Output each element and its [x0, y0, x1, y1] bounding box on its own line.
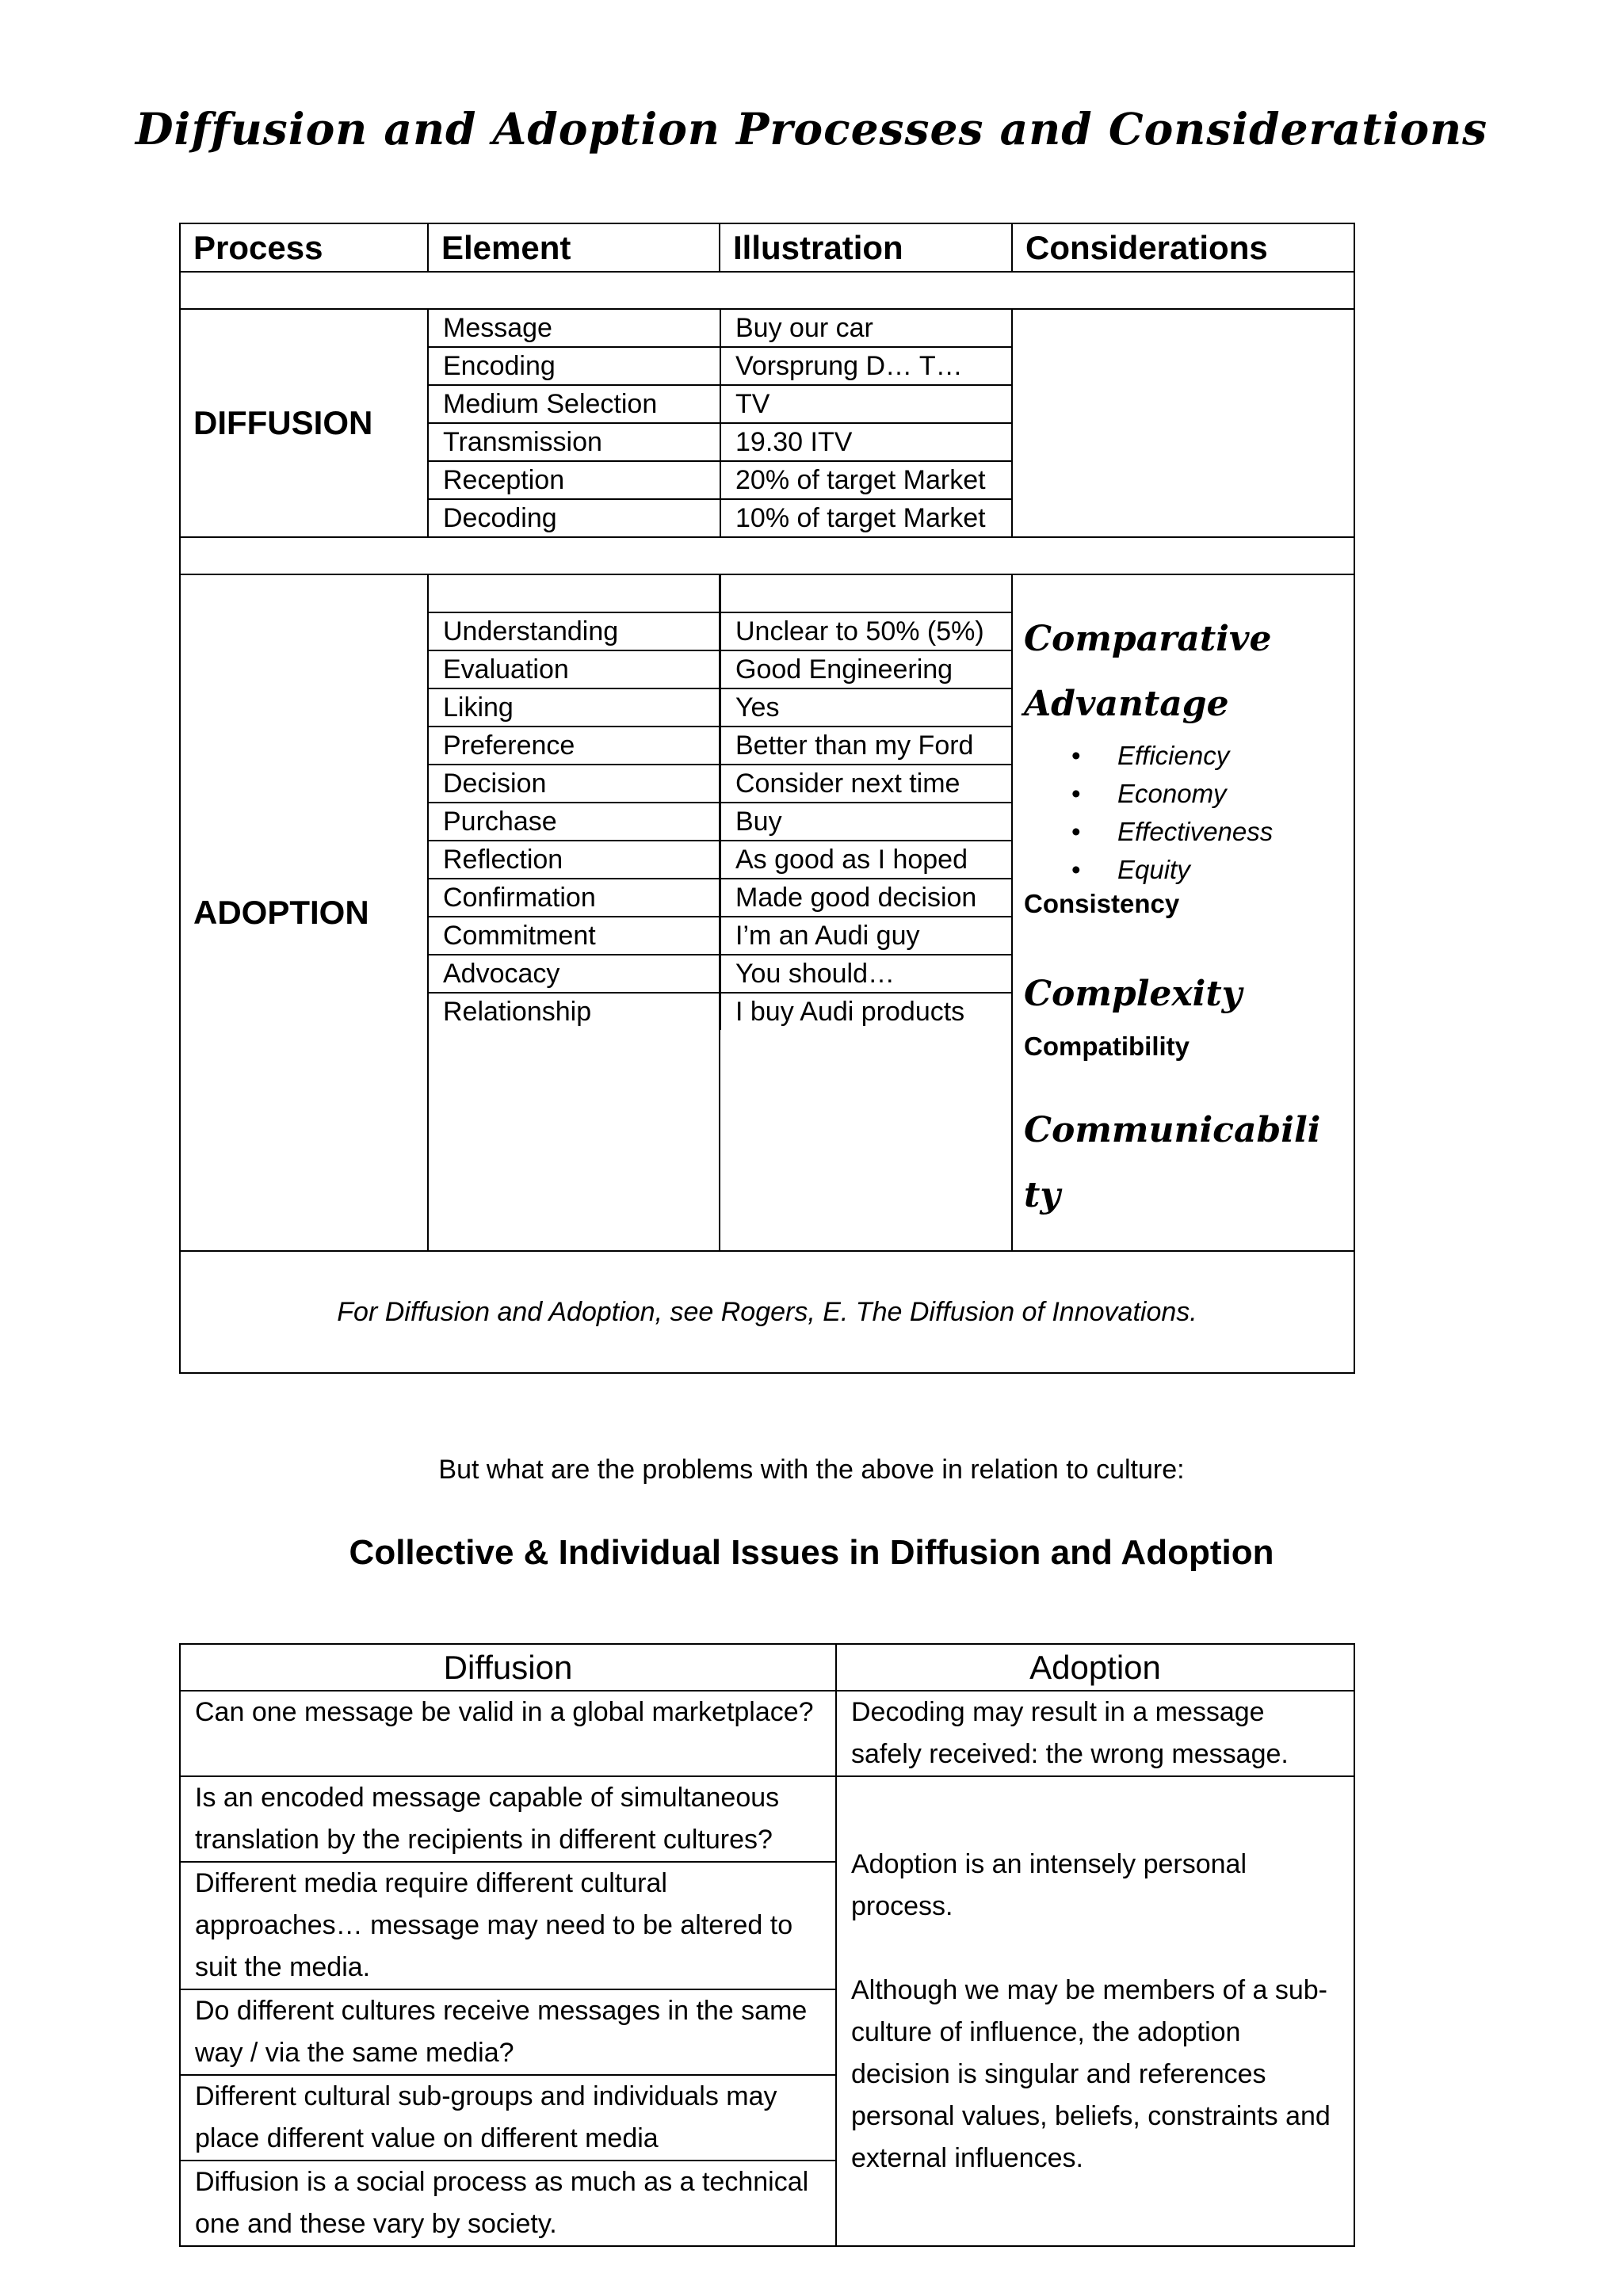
table-row	[429, 310, 1013, 347]
diffusion-label: DIFFUSION	[180, 309, 428, 537]
illustration-cell: 10% of target Market	[735, 503, 986, 533]
illustration-cell: 20% of target Market	[720, 461, 1013, 499]
illustration-cell: Better than my Ford	[720, 727, 1013, 765]
diffusion-steps	[429, 310, 1013, 536]
element-cell: Evaluation	[429, 650, 720, 688]
table-row	[429, 461, 1013, 499]
table-row	[429, 385, 1013, 423]
adoption-considerations	[1012, 574, 1354, 1251]
element-cell: Decoding	[429, 499, 720, 536]
table-row	[429, 423, 1013, 461]
section-subtitle: Collective & Individual Issues in Diffusion and Adoption	[349, 1533, 1274, 1572]
adoption-section	[180, 574, 1354, 1251]
illustration-cell: Buy our car	[720, 310, 1013, 347]
table-row	[429, 650, 1013, 688]
header-process: Process	[180, 223, 428, 272]
element-cell: Medium Selection	[429, 385, 720, 423]
element-cell: Message	[429, 310, 720, 347]
illustration-cell: 19.30 ITV	[720, 423, 1013, 461]
header-illustration: Illustration	[720, 223, 1012, 272]
illustration-cell: As good as I hoped	[720, 841, 1013, 879]
diffusion-section	[180, 309, 1354, 537]
compatibility-label: Compatibility	[1024, 1032, 1190, 1061]
table-row	[429, 575, 1013, 612]
list-item: • Equity	[1117, 851, 1342, 889]
adoption-issue: Decoding may result in a message safely received: the wrong message.	[836, 1691, 1354, 1776]
element-cell: Confirmation	[429, 879, 720, 917]
header-element: Element	[428, 223, 720, 272]
element-cell: Relationship	[429, 993, 720, 1030]
citation: For Diffusion and Adoption, see Rogers, E. The Diffusion of Innovations.	[180, 1251, 1354, 1373]
illustration-cell: I buy Audi products	[735, 997, 965, 1027]
table-row	[180, 1776, 1354, 1862]
illustration-cell: Unclear to 50% (5%)	[720, 612, 1013, 650]
table-row	[429, 879, 1013, 917]
adoption-steps	[429, 575, 1013, 1030]
table-row	[429, 688, 1013, 727]
adoption-label: ADOPTION	[180, 574, 428, 1251]
header-diffusion: Diffusion	[180, 1644, 836, 1691]
advantage-list	[1024, 737, 1342, 889]
element-cell: Preference	[429, 727, 720, 765]
process-table	[179, 223, 1355, 1374]
element-cell: Decision	[429, 765, 720, 803]
table-row	[429, 765, 1013, 803]
illustration-cell: Made good decision	[720, 879, 1013, 917]
table-row	[429, 917, 1013, 955]
culture-question: But what are the problems with the above in relation to culture:	[438, 1455, 1185, 1485]
consistency-label: Consistency	[1024, 889, 1180, 918]
table-row	[429, 727, 1013, 765]
diffusion-issue: Is an encoded message capable of simultaneous translation by the recipients in different cultures?	[180, 1776, 836, 1862]
list-item: • Economy	[1117, 775, 1342, 813]
element-cell: Purchase	[429, 803, 720, 841]
table-header-row	[180, 1644, 1354, 1691]
illustration-cell: Yes	[720, 688, 1013, 727]
diffusion-issue: Different media require different cultural approaches… message may need to be altered to suit the media.	[180, 1862, 836, 1989]
diffusion-issue: Do different cultures receive messages in the same way / via the same media?	[180, 1989, 836, 2075]
spacer-row	[180, 272, 1354, 309]
spacer-row	[180, 537, 1354, 574]
table-row	[429, 499, 1013, 536]
illustration-cell: TV	[720, 385, 1013, 423]
element-cell: Reflection	[429, 841, 720, 879]
list-item: • Efficiency	[1117, 737, 1342, 775]
header-considerations: Considerations	[1012, 223, 1354, 272]
illustration-cell: Good Engineering	[720, 650, 1013, 688]
table-row	[429, 993, 1013, 1030]
illustration-cell: I’m an Audi guy	[720, 917, 1013, 955]
table-row	[429, 347, 1013, 385]
element-cell: Transmission	[429, 423, 720, 461]
element-cell: Commitment	[429, 917, 720, 955]
table-row	[429, 841, 1013, 879]
element-cell: Advocacy	[429, 955, 720, 993]
page-title: Diffusion and Adoption Processes and Considerations	[135, 103, 1488, 154]
table-row	[429, 612, 1013, 650]
illustration-cell: Buy	[720, 803, 1013, 841]
diffusion-issue: Diffusion is a social process as much as a technical one and these vary by society.	[180, 2161, 836, 2246]
diffusion-considerations	[1012, 309, 1354, 537]
complexity-heading: Complexity	[1024, 974, 1243, 1014]
illustration-cell: Vorsprung D… T…	[720, 347, 1013, 385]
illustration-cell: You should…	[720, 955, 1013, 993]
element-cell: Liking	[429, 688, 720, 727]
illustration-cell	[720, 575, 1013, 612]
element-cell: Reception	[429, 461, 720, 499]
element-cell: Encoding	[429, 347, 720, 385]
element-cell	[429, 575, 720, 612]
list-item: • Effectiveness	[1117, 813, 1342, 851]
communicability-heading: Communicabili ty	[1024, 1110, 1321, 1215]
header-adoption: Adoption	[836, 1644, 1354, 1691]
diffusion-issue: Can one message be valid in a global marketplace?	[180, 1691, 836, 1776]
illustration-cell: Consider next time	[720, 765, 1013, 803]
issues-table	[179, 1643, 1355, 2247]
table-header-row	[180, 223, 1354, 272]
diffusion-issue: Different cultural sub-groups and individuals may place different value on different media	[180, 2075, 836, 2161]
table-row	[180, 1691, 1354, 1776]
comparative-advantage-heading: Comparative Advantage	[1024, 619, 1272, 724]
adoption-issue: Adoption is an intensely personal process. Although we may be members of a sub-culture of influence, the adoption decision is singular and references personal values, beliefs, constraints and external influences.	[836, 1776, 1354, 2246]
table-row	[429, 803, 1013, 841]
element-cell: Understanding	[429, 612, 720, 650]
footer-row	[180, 1251, 1354, 1373]
table-row	[429, 955, 1013, 993]
